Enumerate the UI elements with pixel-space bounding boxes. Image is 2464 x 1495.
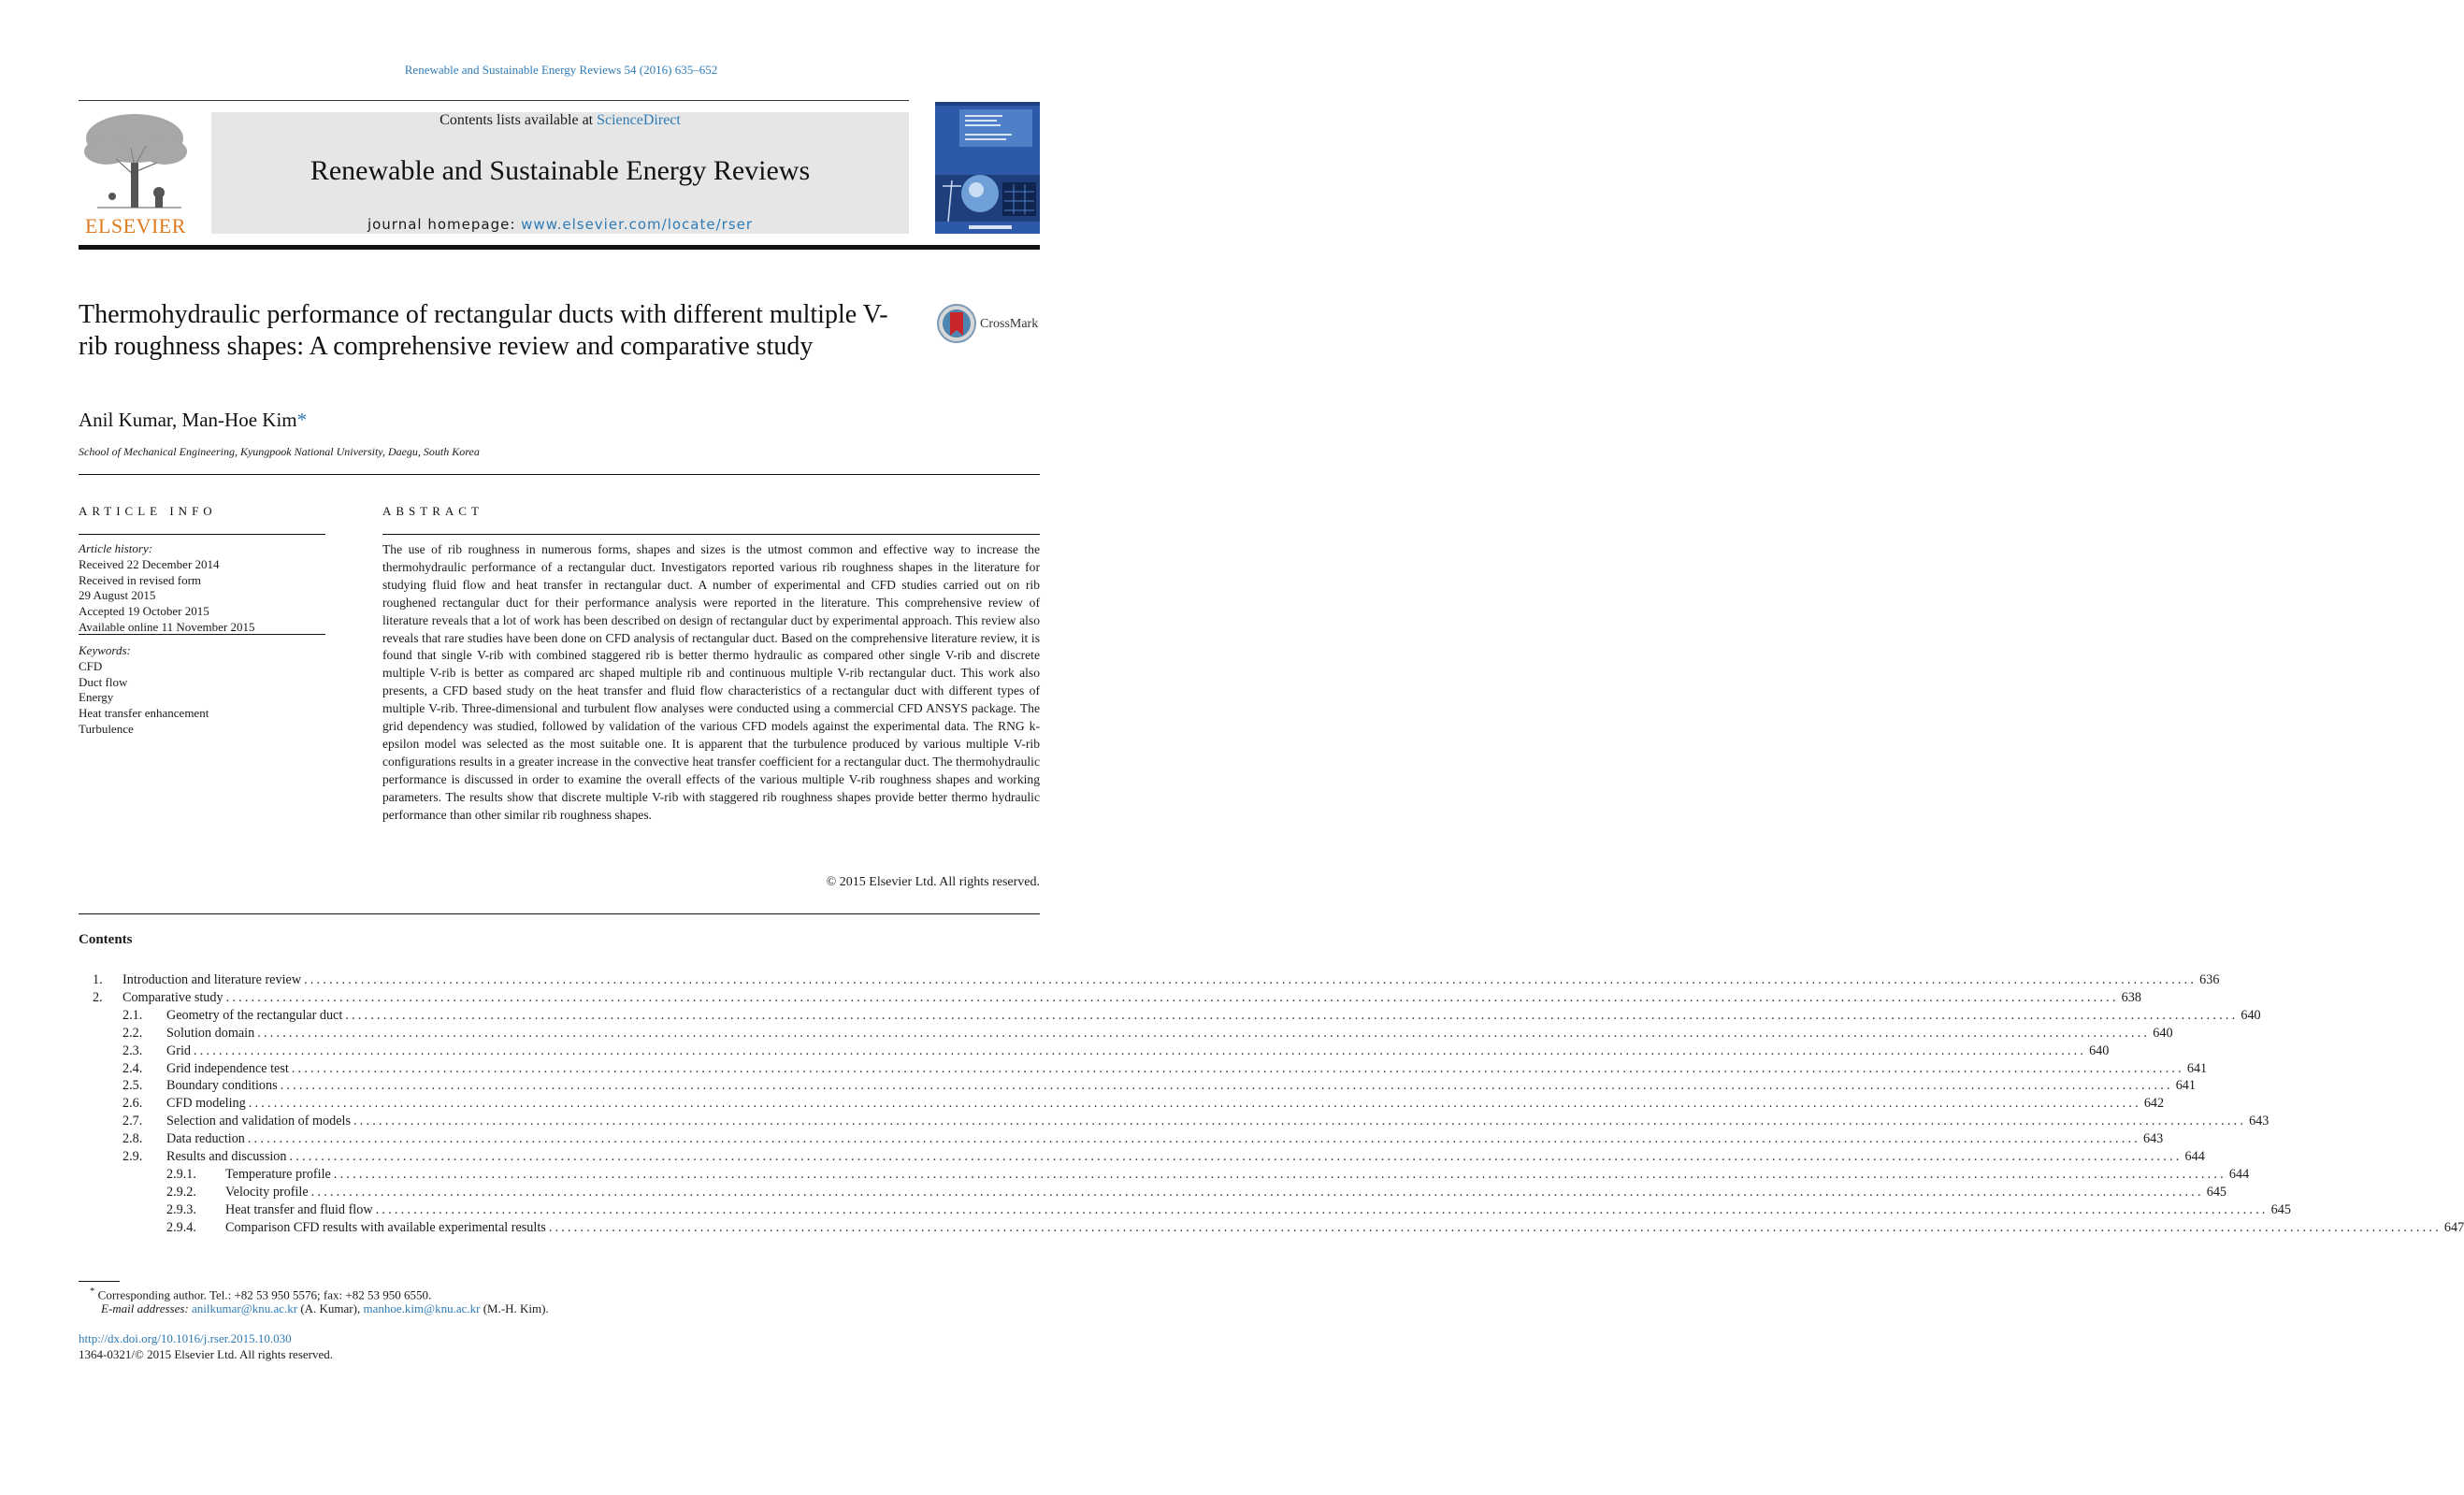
elsevier-logo (79, 110, 193, 236)
history-item: 29 August 2015 (79, 588, 156, 603)
toc-entry-leader: ............................................................................................................................................................................................................................................................................................................ (289, 1149, 2183, 1164)
toc-entry-title[interactable]: Comparison CFD results with available experimental results (225, 1219, 549, 1237)
toc-entry-title[interactable]: Results and discussion (166, 1148, 289, 1166)
toc-entry-number: 2. (93, 989, 103, 1005)
history-rule (79, 634, 325, 635)
history-item: Received 22 December 2014 (79, 556, 220, 571)
toc-entry-number: 2.1. (122, 1007, 143, 1023)
toc-entry[interactable] (122, 1148, 2205, 1166)
corresponding-footnote (90, 1286, 431, 1302)
toc-entry-title[interactable]: Boundary conditions (166, 1077, 281, 1095)
toc-entry-number: 2.9.4. (166, 1219, 196, 1235)
toc-entry-page[interactable]: 645 (2206, 1184, 2226, 1200)
toc-entry-title[interactable]: Heat transfer and fluid flow (225, 1201, 376, 1219)
contents-availability (211, 112, 909, 129)
journal-homepage (211, 216, 909, 233)
keyword-item: CFD (79, 658, 103, 673)
toc-entry-number: 2.9.1. (166, 1166, 196, 1182)
toc-entry[interactable] (122, 1042, 2110, 1060)
keyword-item: Turbulence (79, 721, 134, 736)
toc-entry[interactable] (122, 1060, 2208, 1078)
toc-entry-page[interactable]: 644 (2184, 1149, 2205, 1164)
toc-entry-leader: ............................................................................................................................................................................................................................................................................................................ (225, 989, 2119, 1005)
keywords (79, 643, 325, 738)
toc-entry-leader: ............................................................................................................................................................................................................................................................................................................ (247, 1131, 2140, 1147)
toc-entry-title[interactable]: Solution domain (166, 1025, 257, 1042)
toc-entry-page[interactable]: 641 (2175, 1078, 2196, 1094)
footnote-rule (79, 1281, 120, 1282)
masthead-rule (79, 245, 1040, 250)
toc-entry-title[interactable]: Geometry of the rectangular duct (166, 1007, 345, 1025)
toc-entry[interactable] (93, 989, 2141, 1007)
toc-entry[interactable] (166, 1201, 2291, 1219)
toc-entry[interactable] (122, 1095, 2165, 1113)
corresponding-author-marker[interactable]: * (296, 409, 308, 431)
toc-entry[interactable] (122, 1025, 2173, 1042)
journal-cover-image (935, 102, 1040, 234)
author-affiliation: School of Mechanical Engineering, Kyungpook National University, Daegu, South Korea (79, 445, 480, 458)
email-label: E-mail addresses: (101, 1301, 189, 1315)
toc-entry-number: 2.5. (122, 1078, 143, 1094)
toc-entry-number: 2.9.2. (166, 1184, 196, 1200)
toc-entry[interactable] (166, 1219, 2464, 1237)
keyword-item: Duct flow (79, 674, 128, 689)
toc-entry-leader: ............................................................................................................................................................................................................................................................................................................ (345, 1007, 2239, 1023)
journal-banner (211, 112, 909, 234)
toc-entry-page[interactable]: 643 (2142, 1131, 2164, 1147)
toc-entry-number: 2.9. (122, 1149, 143, 1164)
toc-entry-page[interactable]: 640 (2153, 1025, 2173, 1041)
toc-entry-title[interactable]: Selection and validation of models (166, 1113, 353, 1130)
toc-entry[interactable] (166, 1166, 2250, 1184)
toc-entry[interactable] (122, 1007, 2261, 1025)
toc-entry-leader: ............................................................................................................................................................................................................................................................................................................ (548, 1219, 2442, 1235)
journal-title: Renewable and Sustainable Energy Reviews (310, 155, 811, 186)
toc-entry-leader: ............................................................................................................................................................................................................................................................................................................ (375, 1201, 2269, 1217)
toc-entry-number: 2.3. (122, 1042, 143, 1058)
journal-cover-icon (935, 102, 1040, 234)
toc-entry-number: 2.9.3. (166, 1201, 196, 1217)
toc-entry-page[interactable]: 642 (2143, 1096, 2165, 1112)
toc-entry-title[interactable]: Introduction and literature review (122, 971, 304, 989)
keyword-item: Heat transfer enhancement (79, 706, 209, 721)
author-list (79, 409, 307, 432)
toc-entry-page[interactable]: 647 (2443, 1219, 2464, 1235)
sciencedirect-link[interactable]: ScienceDirect (597, 112, 681, 128)
toc-entry-title[interactable]: Grid independence test (166, 1060, 292, 1078)
header-rule (79, 100, 909, 101)
abstract-text: The use of rib roughness in numerous forms, shapes and sizes is the utmost common and effective way to increase the thermohydraulic performance of a rectangular duct. Investigators reported various rib roughness shapes in the literature for studying fluid flow and heat transfer in rectangular duct. A number of experimental and CFD studies carried out on rib roughened rectangular duct for their performance analysis were reported in the literature. This comprehensive review of literature reveals that a lot of work has been described on design of rectangular duct by experimental approach. This review also reveals that rare studies have been done on CFD analysis of rectangular duct. Based on the comprehensive literature review, it is found that single V-rib with combined staggered rib is better thermo hydraulic as compared other single V-rib and discrete multiple V-rib is better as compared arc shaped multiple rib and continuous multiple V-rib rectangular duct. This work also presents, a CFD based study on the heat transfer and fluid flow characteristics of a rectangular duct with different types of multiple V-rib. Three-dimensional and turbulent flow analyses were conducted using a commercial CFD ANSYS package. The grid dependency was studied, followed by validation of the various CFD models against the experimental data. The RNG k-epsilon model was selected as the most suitable one. It is apparent that the turbulence produced by various multiple V-rib configurations results in a greater increase in the convective heat transfer coefficient for a rectangular duct. The thermohydraulic performance is discussed in order to examine the overall effects of the various multiple V-rib roughness shapes and working parameters. The results show that discrete multiple V-rib with staggered rib roughness shapes provide better thermo hydraulic performance than other similar rib roughness shapes. (382, 542, 1040, 822)
history-label: Article history: (79, 541, 153, 555)
contents-prefix: Contents lists available at (439, 112, 598, 128)
doi-link[interactable]: http://dx.doi.org/10.1016/j.rser.2015.10.030 (79, 1331, 292, 1345)
toc-entry-leader: ............................................................................................................................................................................................................................................................................................................ (353, 1114, 2247, 1129)
toc-entry-number: 2.7. (122, 1114, 143, 1129)
article-info-heading: ARTICLE INFO (79, 504, 217, 518)
toc-entry-leader: ............................................................................................................................................................................................................................................................................................................ (310, 1184, 2204, 1200)
homepage-prefix: journal homepage: (367, 216, 522, 233)
toc-entry[interactable] (93, 971, 2220, 989)
email-footnote (101, 1301, 549, 1316)
toc-entry-page[interactable]: 638 (2121, 989, 2141, 1005)
toc-entry-title[interactable]: Temperature profile (225, 1166, 334, 1184)
toc-entry[interactable] (122, 1130, 2164, 1148)
crossmark-label: CrossMark (980, 317, 1039, 331)
toc-entry-leader: ............................................................................................................................................................................................................................................................................................................ (248, 1096, 2141, 1112)
corresponding-contact: Corresponding author. Tel.: +82 53 950 5576; fax: +82 53 950 6550. (97, 1287, 432, 1302)
toc-entry-page[interactable]: 640 (2241, 1007, 2261, 1023)
section-rule (79, 474, 1040, 475)
toc-entry-number: 2.8. (122, 1131, 143, 1147)
abstract-copyright: © 2015 Elsevier Ltd. All rights reserved. (826, 875, 1040, 889)
keyword-item: Energy (79, 690, 114, 705)
elsevier-wordmark: ELSEVIER (85, 214, 186, 237)
toc-entry-leader: ............................................................................................................................................................................................................................................................................................................ (333, 1166, 2226, 1182)
toc-entry-page[interactable]: 643 (2249, 1114, 2269, 1129)
toc-entry-title[interactable]: Grid (166, 1042, 194, 1060)
abstract-heading: ABSTRACT (382, 504, 483, 518)
crossmark-icon (937, 304, 976, 343)
issn-copyright: 1364-0321/© 2015 Elsevier Ltd. All rights reserved. (79, 1347, 333, 1361)
abstract-rule (382, 534, 1040, 535)
toc-entry[interactable] (166, 1184, 2226, 1201)
email-link-kim[interactable]: manhoe.kim@knu.ac.kr (363, 1301, 481, 1315)
history-item: Received in revised form (79, 572, 202, 587)
journal-citation[interactable]: Renewable and Sustainable Energy Reviews 54 (2016) 635–652 (404, 63, 718, 77)
toc-entry-page[interactable]: 645 (2270, 1201, 2291, 1217)
toc-entry[interactable] (122, 1113, 2269, 1130)
footnote-marker: * (90, 1286, 95, 1297)
toc-entry-page[interactable]: 636 (2199, 972, 2220, 987)
article-title: Thermohydraulic performance of rectangular ducts with different multiple V-rib roughness shapes: A comprehensive review and comparative study (79, 300, 888, 361)
toc-entry-leader: ............................................................................................................................................................................................................................................................................................................ (194, 1042, 2087, 1058)
toc-entry-page[interactable]: 644 (2228, 1166, 2250, 1182)
toc-entry-page[interactable]: 640 (2089, 1042, 2110, 1058)
toc-entry-leader: ............................................................................................................................................................................................................................................................................................................ (291, 1060, 2184, 1076)
email-owner-kumar: (A. Kumar), (297, 1301, 364, 1315)
elsevier-tree-icon (79, 110, 193, 211)
toc-entry-leader: ............................................................................................................................................................................................................................................................................................................ (257, 1025, 2151, 1041)
keywords-label: Keywords: (79, 643, 131, 657)
author-names: Anil Kumar, Man-Hoe Kim (79, 409, 297, 431)
toc-entry[interactable] (122, 1077, 2196, 1095)
toc-entry-number: 2.4. (122, 1060, 143, 1076)
history-item: Available online 11 November 2015 (79, 619, 255, 634)
contents-heading: Contents (79, 932, 133, 947)
crossmark-badge[interactable] (937, 304, 1042, 346)
email-owner-kim: (M.-H. Kim). (480, 1301, 549, 1315)
toc-entry-number: 2.6. (122, 1096, 143, 1112)
toc-entry-number: 2.2. (122, 1025, 143, 1041)
history-item: Accepted 19 October 2015 (79, 604, 209, 619)
toc-entry-number: 1. (93, 972, 103, 987)
toc-entry-leader: ............................................................................................................................................................................................................................................................................................................ (280, 1078, 2173, 1094)
toc-entry-leader: ............................................................................................................................................................................................................................................................................................................ (304, 972, 2197, 987)
toc-entry-title[interactable]: Data reduction (166, 1130, 248, 1148)
homepage-link[interactable]: www.elsevier.com/locate/rser (521, 216, 754, 233)
article-history (79, 541, 325, 636)
contents-rule (79, 913, 1040, 914)
toc-entry-title[interactable]: CFD modeling (166, 1095, 249, 1113)
article-info-rule (79, 534, 325, 535)
toc-entry-title[interactable]: Velocity profile (225, 1184, 311, 1201)
email-link-kumar[interactable]: anilkumar@knu.ac.kr (192, 1301, 298, 1315)
toc-entry-page[interactable]: 641 (2186, 1060, 2208, 1076)
toc-entry-title[interactable]: Comparative study (122, 989, 226, 1007)
